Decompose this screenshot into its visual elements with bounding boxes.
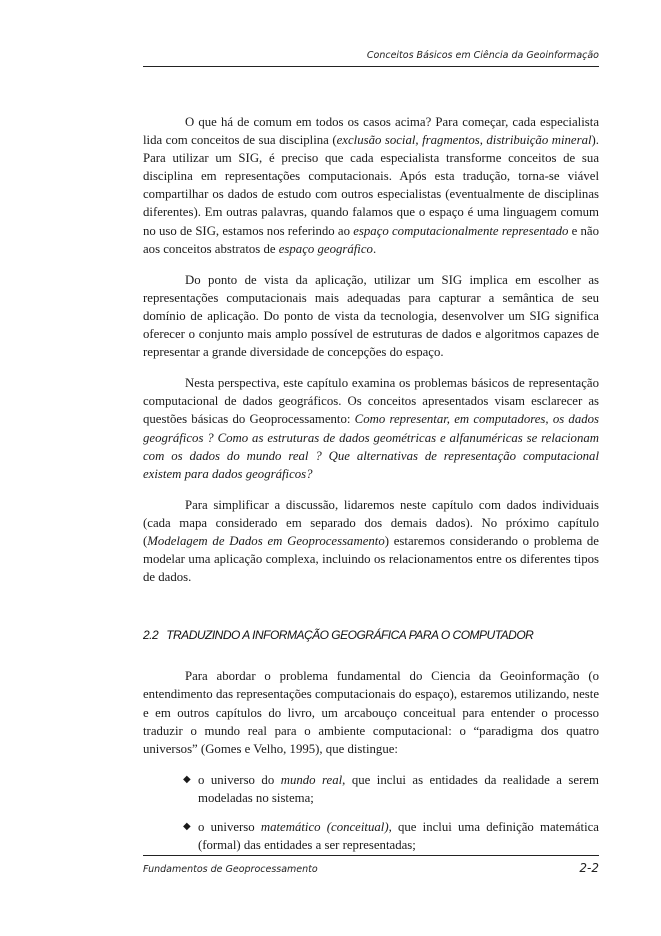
text-run: , que inclui uma definição matemática (formal) das entidades a ser representadas; [198, 820, 599, 853]
italic-text: exclusão social, fragmentos, distribuição mineral [336, 133, 592, 148]
text-run: Para abordar o problema fundamental do Ciencia da Geoinformação (o entendimento das representações computacionais do espaço), estaremos utilizando, neste e em outros capítulos do livro, um arcabouço conceitual para entender o processo traduzir o mundo real para o ambiente computacional: o “paradigma dos quatro universos” (Gomes e Velho, 1995), que distingue: [143, 669, 599, 756]
text-run: ) estaremos considerando o problema de modelar uma aplicação complexa, incluindo os relacionamentos entre os diferentes tipos de dados. [143, 533, 599, 585]
italic-text: Modelagem de Dados em Geoprocessamento [147, 533, 385, 548]
diamond-bullet-icon: ◆ [183, 773, 191, 785]
bullet-text [198, 820, 599, 852]
text-run: Nesta perspectiva, este capítulo examina os problemas básicos de representação computacional de dados geográficos. Os conceitos apresentados visam esclarecer as questões básicas do Geoprocessamento: [143, 376, 599, 427]
italic-text: mundo real [280, 772, 343, 787]
paragraph [143, 113, 599, 258]
footer-book-title: Fundamentos de Geoprocessamento [143, 864, 318, 875]
text-run: Para simplificar a discussão, lidaremos neste capítulo com dados individuais (cada mapa considerado em separado dos demais dados). No próximo capítulo ( [143, 497, 599, 548]
text-run: Do ponto de vista da aplicação, utilizar um SIG implica em escolher as representações computacionais mais adequadas para capturar a semântica de seu domínio de aplicação. Do ponto de vista da tecnologia, desenvolver um SIG significa oferecer o conjunto mais amplo possível de estruturas de dados e algoritmos capazes de representar a grande diversidade de concepções do espaço. [143, 272, 599, 360]
diamond-bullet-icon: ◆ [183, 821, 191, 832]
paragraph [143, 271, 599, 361]
text-run: o universo do [198, 772, 281, 787]
running-header: Conceitos Básicos em Ciência da Geoinformação [366, 50, 599, 61]
text-run: o universo [198, 820, 261, 834]
section-title: TRADUZINDO A INFORMAÇÃO GEOGRÁFICA PARA O COMPUTADOR [166, 628, 534, 643]
text-run: O que há de comum em todos os casos acima? Para começar, cada especialista lida com conceitos de sua disciplina ( [143, 115, 599, 148]
section-number: 2.2 [143, 628, 159, 643]
section-heading [143, 626, 599, 644]
italic-text: matemático (conceitual) [260, 820, 389, 834]
text-run: ). Para utilizar um SIG, é preciso que cada especialista transforme conceitos de sua disciplina em representações computacionais. Após esta tradução, torna-se viável compartilhar os dados de estudo com outros especialistas (eventualmente de disciplinas diferentes). Em outras palavras, quando falamos que o espaço é uma linguagem comum no uso de SIG, estamos nos referindo ao [143, 133, 599, 238]
text-run: e não aos conceitos abstratos de [143, 223, 600, 256]
bullet-item [143, 818, 599, 854]
italic-text: espaço geográfico [278, 241, 373, 256]
bullet-item [143, 771, 599, 807]
italic-text: espaço computacionalmente representado [353, 223, 569, 238]
header-rule [143, 66, 599, 67]
bullet-text [198, 773, 599, 805]
page-number: 2-2 [579, 861, 599, 875]
text-run: . [372, 241, 377, 256]
bullet-list [143, 771, 599, 854]
paragraph [143, 496, 599, 586]
paragraph [143, 667, 599, 757]
paragraph [143, 374, 599, 483]
body-text [143, 113, 599, 865]
footer-rule [143, 855, 599, 856]
italic-text: Como representar, em computadores, os dados geográficos ? Como as estruturas de dados geométricas e alfanuméricas se relacionam com os dados do mundo real ? Que alternativas de representação computacional existem para dados geográficos? [143, 412, 600, 481]
text-run: , que inclui as entidades da realidade a serem modeladas no sistema; [198, 772, 599, 805]
